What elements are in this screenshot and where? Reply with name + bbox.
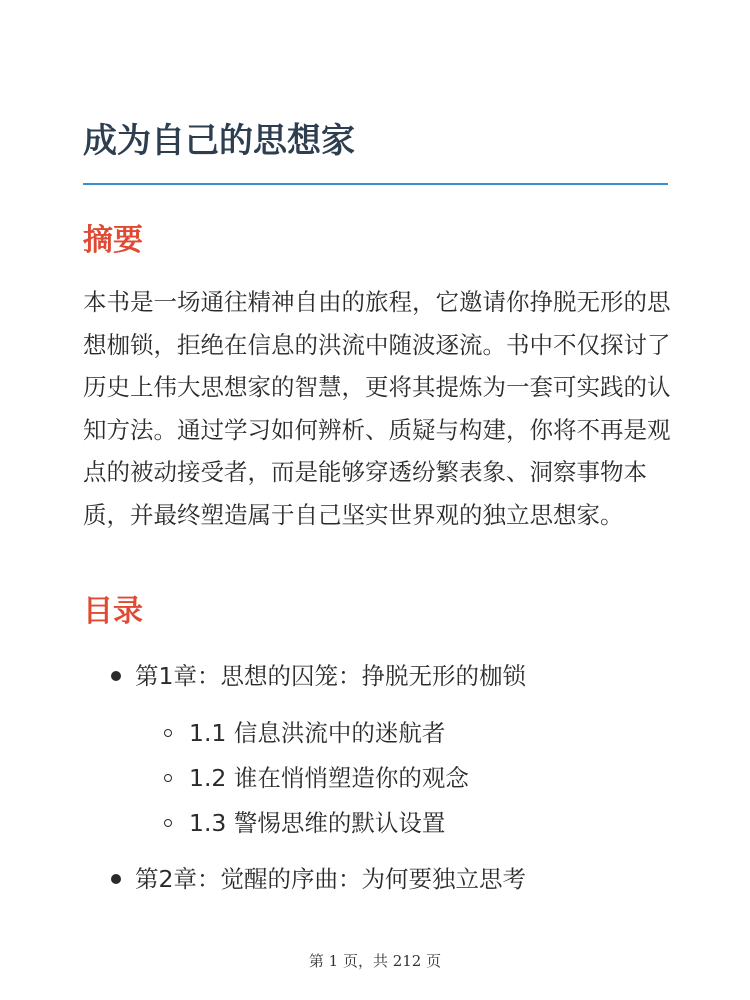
document-page	[83, 0, 671, 1000]
summary-heading: 摘要	[83, 223, 143, 258]
bullet-disc-icon	[111, 671, 121, 681]
toc-heading: 目录	[83, 594, 143, 629]
toc-item-label: 1.3 警惕思维的默认设置	[189, 809, 446, 837]
page-number-footer: 第 1 页，共 212 页	[308, 952, 442, 970]
summary-text: 本书是一场通往精神自由的旅程，它邀请你挣脱无形的思想枷锁，拒绝在信息的洪流中随波逐流。书中不仅探讨了历史上伟大思想家的智慧，更将其提炼为一套可实践的认知方法。通过学习如何辨析、质疑与构建，你将不再是观点的被动接受者，而是能够穿透纷繁表象、洞察事物本质，并最终塑造属于自己坚实世界观的独立思想家。	[83, 288, 671, 529]
book-title: 成为自己的思想家	[83, 121, 355, 161]
toc-item-label: 1.1 信息洪流中的迷航者	[189, 719, 446, 747]
table-of-contents	[83, 0, 668, 1000]
toc-item-label: 1.2 谁在悄悄塑造你的观念	[189, 764, 469, 792]
toc-item-label: 第2章：觉醒的序曲：为何要独立思考	[135, 865, 526, 893]
toc-item-label: 第1章：思想的囚笼：挣脱无形的枷锁	[135, 662, 526, 690]
bullet-circle-icon	[164, 729, 172, 737]
bullet-circle-icon	[164, 774, 172, 782]
bullet-disc-icon	[111, 874, 121, 884]
bullet-circle-icon	[164, 819, 172, 827]
